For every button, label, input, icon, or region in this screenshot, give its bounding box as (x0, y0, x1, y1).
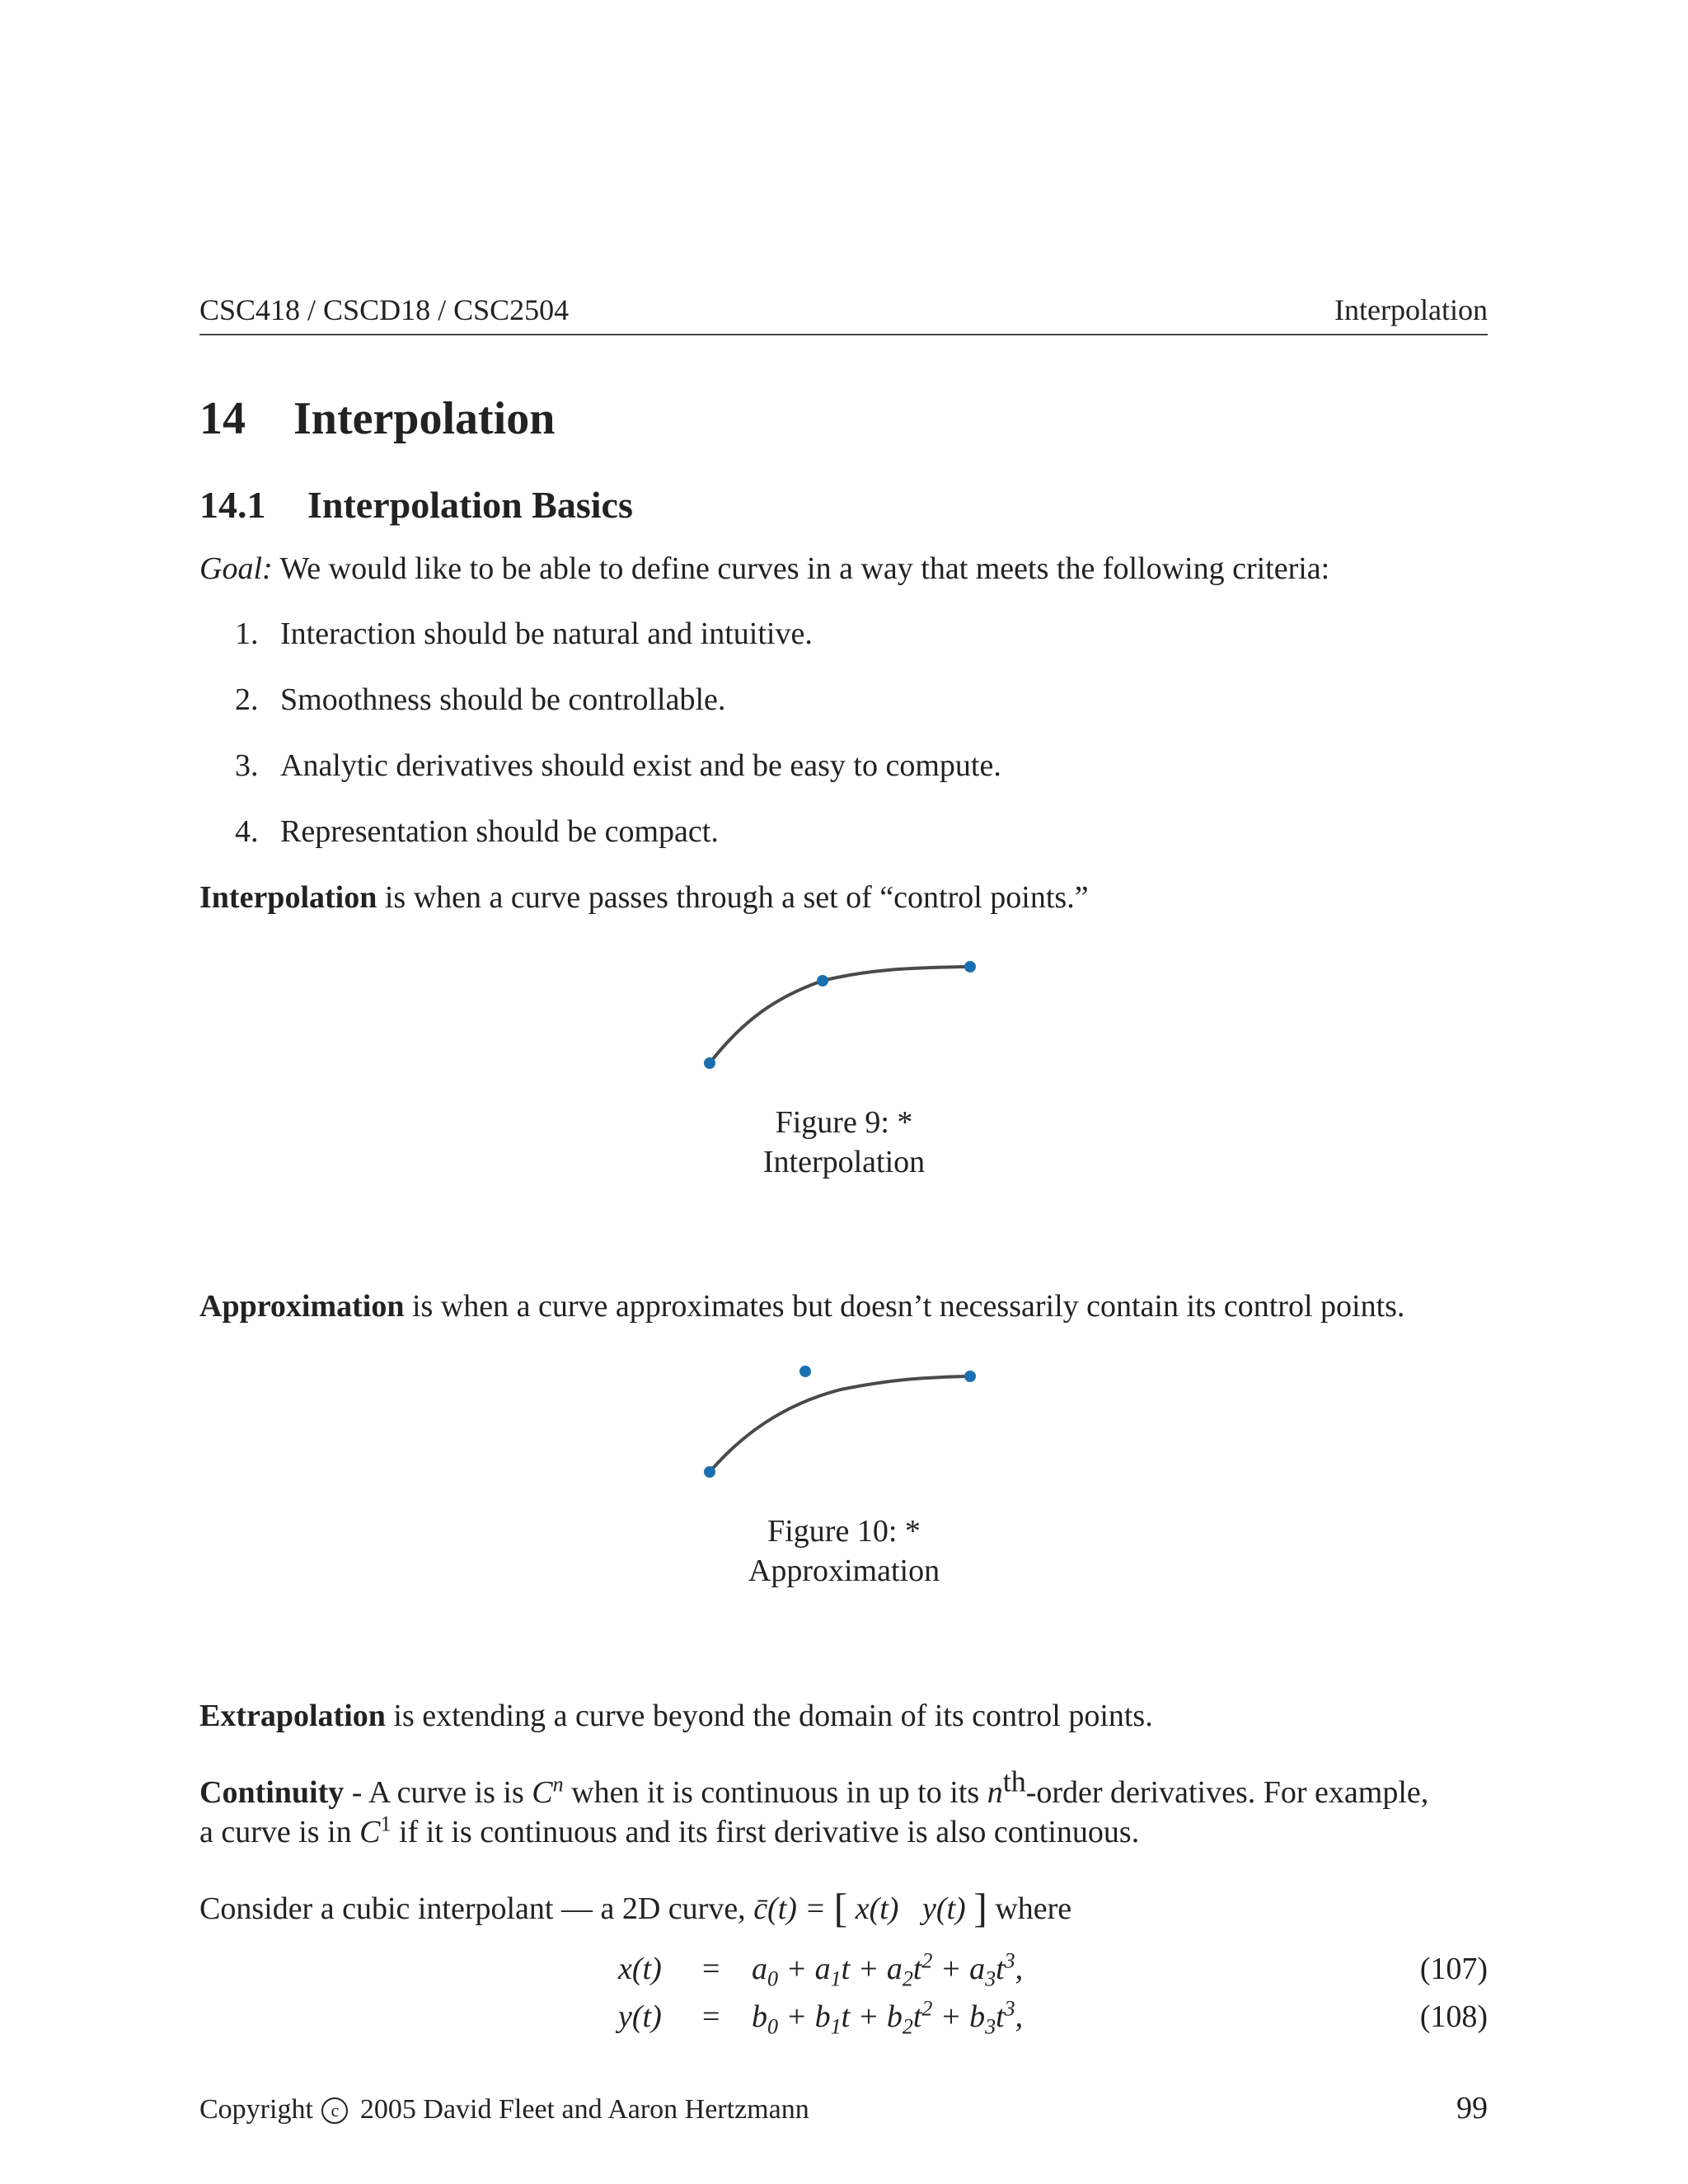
continuity-text: - A curve is is (344, 1775, 532, 1810)
approximation-definition (199, 1287, 1404, 1325)
equation-equals: = (702, 1952, 720, 1986)
interpolation-term: Interpolation (199, 880, 377, 915)
list-text: Analytic derivatives should exist and be easy to compute. (280, 748, 1001, 783)
list-item (235, 813, 719, 851)
control-point (817, 975, 828, 987)
approximation-term: Approximation (199, 1289, 405, 1324)
cubic-text: Consider a cubic interpolant — a 2D curve, (199, 1891, 754, 1926)
copyright-footer (199, 2093, 809, 2126)
continuity-text: if it is continuous and its first derivative is also continuous. (391, 1815, 1140, 1849)
control-point (964, 961, 976, 972)
running-header-topic: Interpolation (1334, 293, 1488, 326)
continuity-definition-line1 (199, 1765, 1429, 1811)
equation-lhs: x(t) (618, 1952, 662, 1986)
approximation-text: is when a curve approximates but doesn’t necessarily contain its control points. (404, 1289, 1405, 1324)
continuity-term: Continuity (199, 1775, 345, 1810)
list-number: 2. (235, 682, 259, 717)
control-point (704, 1057, 715, 1069)
equation-rhs: $b_0 + b_1t + b_2t^2 + b_3t^3$, (752, 1996, 1024, 2039)
running-header-course: CSC418 / CSCD18 / CSC2504 (199, 293, 570, 326)
figure-approximation (0, 1348, 1688, 1612)
math-superscript-n: n (552, 1772, 564, 1797)
interpolation-text: is when a curve passes through a set of “control points.” (377, 880, 1089, 915)
equation-lhs: y(t) (618, 1999, 662, 2034)
section-number: 14 (199, 393, 246, 444)
list-item (235, 615, 813, 653)
subsection-number: 14.1 (199, 484, 266, 526)
cubic-interpolant-paragraph (199, 1885, 1072, 1931)
math-vector: x(t) y(t) (855, 1891, 966, 1926)
copyright-icon: c (321, 2097, 348, 2124)
extrapolation-term: Extrapolation (199, 1699, 386, 1733)
list-item (235, 747, 1001, 785)
figure-title: Interpolation (762, 1145, 926, 1179)
interpolation-definition (199, 879, 1089, 916)
math-C: C (359, 1815, 381, 1849)
approximation-diagram (0, 1348, 1688, 1513)
continuity-text: a curve is in (199, 1815, 360, 1849)
continuity-text: when it is continuous in up to its (563, 1775, 987, 1810)
interpolating-curve (710, 967, 970, 1063)
goal-paragraph (199, 550, 1329, 588)
math-C: C (532, 1775, 553, 1810)
section-heading (199, 392, 555, 445)
figure-label: Figure 10: * (767, 1514, 921, 1549)
subsection-title: Interpolation Basics (307, 484, 633, 526)
approximating-curve (710, 1376, 970, 1472)
list-number: 1. (235, 616, 259, 651)
control-point (704, 1466, 715, 1478)
page-number: 99 (1456, 2091, 1488, 2125)
list-number: 4. (235, 814, 259, 849)
math-n: n (987, 1775, 1003, 1810)
interpolation-diagram (0, 940, 1688, 1104)
extrapolation-definition (199, 1697, 1153, 1735)
section-title: Interpolation (293, 393, 556, 444)
math-cbar: c̄(t) = (753, 1891, 834, 1926)
figure-title: Approximation (748, 1554, 940, 1588)
right-bracket: ] (973, 1885, 987, 1931)
list-text: Representation should be compact. (280, 814, 719, 849)
figure-label: Figure 9: * (775, 1105, 913, 1140)
ordinal-th: th (1002, 1765, 1026, 1798)
list-text: Smoothness should be controllable. (280, 682, 726, 717)
list-text: Interaction should be natural and intuitive. (280, 616, 813, 651)
extrapolation-text: is extending a curve beyond the domain of its control points. (385, 1699, 1153, 1733)
equation-number: (107) (1419, 1952, 1488, 1986)
cubic-text: where (987, 1891, 1072, 1926)
goal-text: We would like to be able to define curves in a way that meets the following criteria: (272, 551, 1330, 586)
continuity-text: -order derivatives. For example, (1025, 1775, 1429, 1810)
control-point (799, 1366, 811, 1377)
header-rule (199, 334, 1488, 335)
math-superscript-1: 1 (380, 1811, 392, 1836)
equation-equals: = (702, 1999, 720, 2034)
figure-interpolation (0, 940, 1688, 1203)
equation-number: (108) (1419, 1999, 1488, 2034)
equation-rhs: $a_0 + a_1t + a_2t^2 + a_3t^3$, (752, 1948, 1024, 1991)
copyright-text: 2005 David Fleet and Aaron Hertzmann (359, 2094, 809, 2125)
subsection-heading (199, 483, 633, 527)
list-number: 3. (235, 748, 259, 783)
control-point (964, 1371, 976, 1382)
list-item (235, 681, 725, 719)
copyright-prefix: Copyright (199, 2094, 313, 2125)
goal-label: Goal: (199, 551, 273, 586)
continuity-definition-line2 (199, 1813, 1139, 1851)
left-bracket: [ (833, 1885, 848, 1931)
